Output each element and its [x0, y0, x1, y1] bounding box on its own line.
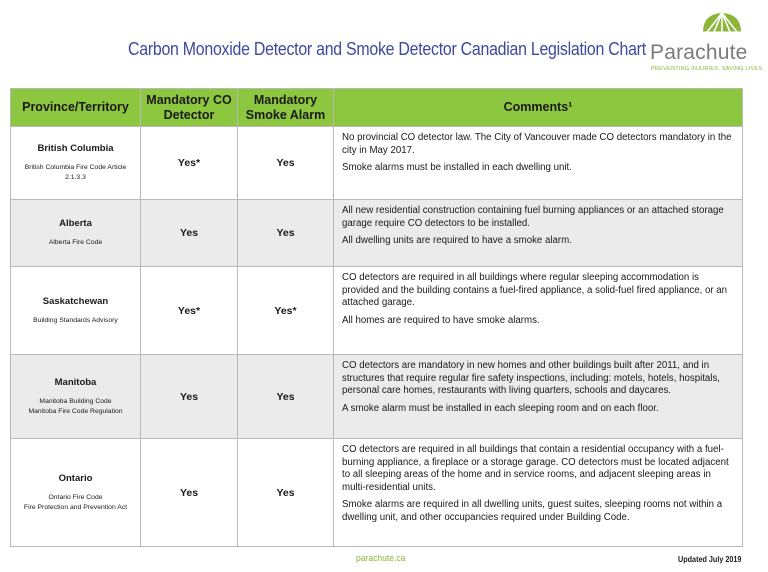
co-detector-value: Yes	[141, 355, 238, 439]
comments-cell	[334, 267, 743, 355]
comment-smoke: Smoke alarms must be installed in each dwelling unit.	[342, 162, 572, 173]
province-name: Ontario	[58, 472, 93, 484]
footer-link[interactable]: parachute.ca	[356, 553, 406, 564]
smoke-alarm-value: Yes*	[238, 267, 334, 355]
comment-co: CO detectors are required in all buildings that contain a residential occupancy with a fuel-burning appliance, a fireplace or a storage garage. CO detectors must be located adjacent to all sleeping areas of the home and in service rooms, and adjacent sleeping areas in multi-residential units.	[342, 444, 729, 493]
comment-co: No provincial CO detector law. The City of Vancouver made CO detectors mandatory in the city in May 2017.	[342, 132, 732, 156]
comment-smoke: All homes are required to have smoke alarms.	[342, 314, 540, 326]
province-source: British Columbia Fire Code Article 2.1.3.3	[24, 164, 127, 181]
province-source: Alberta Fire Code	[48, 239, 103, 246]
table-row-saskatchewan	[11, 267, 743, 355]
province-source: Building Standards Advisory	[33, 316, 118, 324]
comment-smoke: A smoke alarm must be installed in each sleeping room and on each floor.	[342, 402, 659, 414]
logo-wordmark: Parachute	[650, 41, 748, 64]
province-name: British Columbia	[37, 143, 114, 154]
header-smoke-alarm: Mandatory Smoke Alarm	[238, 89, 334, 127]
comments-cell	[334, 127, 743, 200]
co-detector-value: Yes*	[141, 127, 238, 200]
province-name: Manitoba	[54, 376, 97, 388]
header-co-detector: Mandatory CO Detector	[141, 89, 238, 127]
legislation-table	[10, 88, 743, 547]
comment-smoke: Smoke alarms are required in all dwelling units, guest suites, sleeping rooms not within a dwelling unit, and other occupancies required under Building Code.	[342, 499, 723, 523]
table-row-british-columbia	[11, 127, 743, 200]
province-source: Manitoba Building Code Manitoba Fire Code Regulation	[28, 397, 123, 415]
header-province: Province/Territory	[11, 89, 141, 127]
co-detector-value: Yes*	[141, 267, 238, 355]
comment-smoke: All dwelling units are required to have a smoke alarm.	[342, 235, 572, 246]
smoke-alarm-value: Yes	[238, 200, 334, 267]
province-name: Alberta	[59, 218, 92, 229]
co-detector-value: Yes	[141, 439, 238, 547]
province-cell	[11, 127, 141, 200]
province-cell	[11, 267, 141, 355]
chart-title: Carbon Monoxide Detector and Smoke Detector Canadian Legislation Chart	[128, 38, 646, 59]
comment-co: CO detectors are mandatory in new homes and other buildings built after 2011, and in structures that require regular fire safety inspections, including: motels, hotels, hospitals, personal care homes, restaurants with living quarters, schools and daycares.	[342, 360, 720, 396]
province-source: Ontario Fire Code Fire Protection and Prevention Act	[23, 493, 128, 511]
co-detector-value: Yes	[141, 200, 238, 267]
updated-date: Updated July 2019	[678, 554, 742, 564]
smoke-alarm-value: Yes	[238, 127, 334, 200]
parachute-logo[interactable]	[650, 10, 765, 76]
province-cell	[11, 200, 141, 267]
province-name: Saskatchewan	[42, 295, 109, 307]
parachute-canopy-icon	[701, 10, 743, 40]
province-cell	[11, 355, 141, 439]
comments-cell	[334, 200, 743, 267]
logo-tagline: PREVENTING INJURIES. SAVING LIVES.	[651, 66, 765, 72]
table-row-alberta	[11, 200, 743, 267]
smoke-alarm-value: Yes	[238, 355, 334, 439]
smoke-alarm-value: Yes	[238, 439, 334, 547]
comment-co: CO detectors are required in all buildings where regular sleeping accommodation is provided and the building contains a fuel-fired appliance, a solid-fuel fired appliance, or an attached garage.	[342, 272, 728, 308]
comment-co: All new residential construction containing fuel burning appliances or an attached storage garage require CO detectors to be installed.	[342, 205, 724, 229]
header-row	[11, 89, 743, 127]
table-row-ontario	[11, 439, 743, 547]
header-comments: Comments¹	[334, 89, 743, 127]
province-cell	[11, 439, 141, 547]
comments-cell	[334, 439, 743, 547]
comments-cell	[334, 355, 743, 439]
table-row-manitoba	[11, 355, 743, 439]
